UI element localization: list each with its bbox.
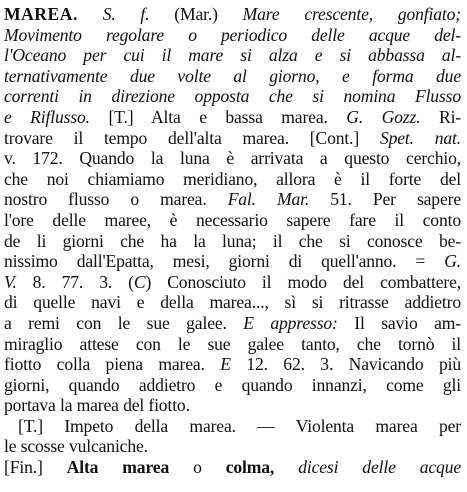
text-line bbox=[4, 45, 461, 66]
text-line bbox=[4, 107, 461, 128]
headword-text: Alta marea bbox=[66, 457, 170, 478]
text-run: ) Conosciuto il modo del combattere, bbox=[145, 271, 461, 292]
text-line bbox=[4, 231, 461, 252]
text-line bbox=[4, 86, 461, 107]
text-run: fiotto colla piena marea. bbox=[4, 354, 221, 375]
text-run: 51. Per sapere bbox=[309, 189, 461, 210]
text-line bbox=[4, 375, 461, 396]
text-run bbox=[274, 457, 298, 477]
text-run: 8. 77. 3. ( bbox=[16, 271, 134, 292]
text-run: nissimo dall'Epatta, mesi, giorni di quell'anno. = bbox=[4, 251, 445, 272]
text-line bbox=[4, 169, 461, 190]
text-run: G. bbox=[444, 251, 461, 272]
text-line bbox=[4, 189, 461, 210]
text-run: giorni, quando addietro e quando innanzi, come gli bbox=[4, 374, 461, 395]
text-run: miraglio attese con le sue galee tanto, che tornò il bbox=[4, 333, 461, 354]
text-run: [T.] Alta e bassa marea. bbox=[89, 106, 347, 127]
text-line bbox=[4, 66, 461, 87]
text-run: E appresso: bbox=[243, 312, 338, 333]
text-line bbox=[4, 334, 461, 355]
text-run: Spet. nat. bbox=[379, 127, 462, 148]
text-run: Mare crescente, gonfiato; bbox=[242, 4, 462, 24]
text-run: le scosse vulcaniche. bbox=[4, 436, 148, 457]
text-run bbox=[78, 4, 103, 24]
text-line bbox=[4, 313, 461, 334]
text-line bbox=[4, 395, 461, 416]
text-run: Movimento regolare o periodico delle acque del- bbox=[4, 24, 461, 45]
text-run: V. bbox=[4, 271, 17, 292]
text-run: a remi con le sue galee. bbox=[4, 312, 244, 333]
text-run: [Fin.] bbox=[4, 457, 67, 478]
text-line bbox=[4, 128, 461, 149]
text-run: o bbox=[169, 457, 226, 478]
headword-text: colma, bbox=[225, 457, 275, 478]
text-line bbox=[4, 210, 461, 231]
text-line bbox=[4, 148, 461, 169]
text-run: che noi chiamiamo meridiano, allora è il forte del bbox=[4, 168, 461, 189]
text-run: Fal. Mar. bbox=[227, 189, 310, 210]
text-line bbox=[4, 4, 461, 25]
text-run: ternativamente due volte al giorno, e forma due bbox=[4, 65, 461, 86]
text-run: l'ore delle maree, è necessario sapere fare il conto bbox=[4, 209, 461, 230]
text-run: 12. 62. 3. Navicando più bbox=[230, 354, 461, 375]
text-run: v. 172. Quando la luna è arrivata a questo cerchio, bbox=[4, 148, 461, 169]
text-run: trovare il tempo dell'alta marea. [Cont.] bbox=[4, 127, 380, 148]
text-line bbox=[4, 416, 461, 437]
text-run: C bbox=[133, 271, 146, 292]
text-run: G. Gozz. bbox=[346, 106, 421, 127]
text-line bbox=[4, 436, 461, 457]
text-run: Ri- bbox=[420, 106, 462, 127]
text-line bbox=[4, 354, 461, 375]
text-run: S. f. bbox=[102, 4, 150, 24]
text-run: (Mar.) bbox=[149, 4, 243, 24]
text-line bbox=[4, 457, 461, 478]
text-run: di quelle navi e della marea..., sì si ritrasse addietro bbox=[4, 292, 461, 313]
text-line bbox=[4, 251, 461, 272]
headword-text: MAREA. bbox=[4, 4, 78, 24]
text-run: portava la marea del fiotto. bbox=[4, 395, 190, 416]
text-run: l'Oceano per cui il mare si alza e si abbassa al- bbox=[4, 45, 461, 66]
text-run: e Riflusso. bbox=[4, 106, 90, 127]
dictionary-entry-marea bbox=[4, 4, 461, 478]
text-run: dicesi delle acque bbox=[298, 457, 461, 478]
text-line bbox=[4, 272, 461, 293]
text-line bbox=[4, 25, 461, 46]
text-line bbox=[4, 292, 461, 313]
text-run: nostro flusso o marea. bbox=[4, 189, 228, 210]
text-run: correnti in direzione opposta che si nomina Flusso bbox=[4, 86, 461, 107]
text-run: Il savio am- bbox=[337, 312, 461, 333]
text-run: E bbox=[220, 354, 231, 375]
text-run: de li giorni che ha la luna; il che si conosce be- bbox=[4, 230, 461, 251]
text-run: [T.] Impeto della marea. — Violenta marea per bbox=[18, 415, 461, 436]
